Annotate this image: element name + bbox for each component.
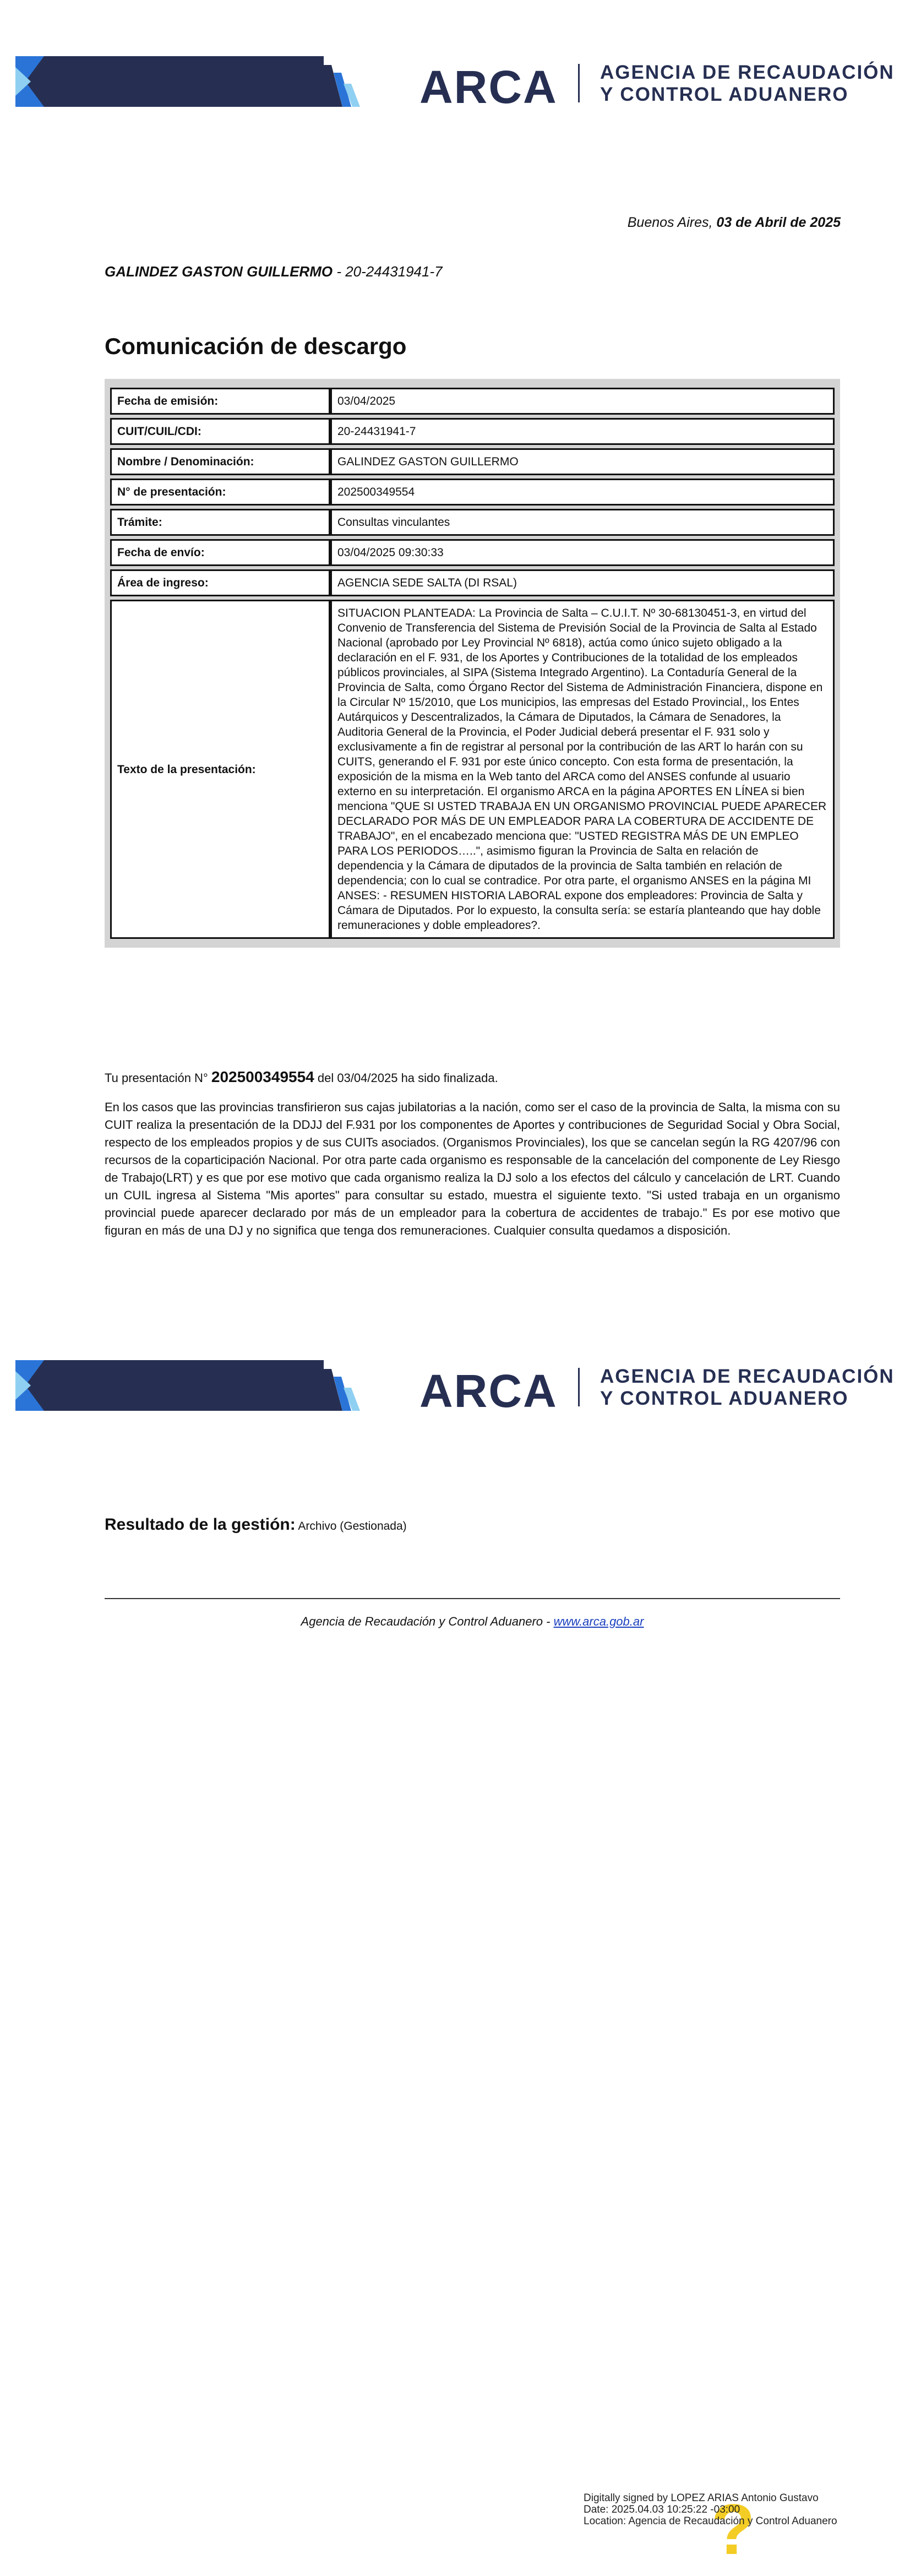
arca-chevron-icon — [15, 1360, 54, 1411]
agency-line-1: AGENCIA DE RECAUDACIÓN — [600, 1366, 895, 1387]
agency-line-1: AGENCIA DE RECAUDACIÓN — [600, 62, 895, 83]
row-label: N° de presentación: — [110, 479, 330, 506]
banner-bar — [15, 1360, 324, 1411]
taxpayer-name: GALINDEZ GASTON GUILLERMO — [105, 263, 333, 280]
table-row — [110, 388, 835, 415]
banner-bar — [15, 56, 324, 107]
row-label: Nombre / Denominación: — [110, 448, 330, 475]
result-value: Archivo (Gestionada) — [298, 1520, 407, 1532]
arca-chevron-icon — [15, 56, 54, 107]
taxpayer-id: - 20-24431941-7 — [336, 263, 443, 280]
logo-separator — [578, 1368, 580, 1406]
footer — [105, 1615, 840, 1629]
table-row — [110, 418, 835, 445]
header-banner — [0, 1360, 910, 1421]
footer-divider — [105, 1598, 840, 1599]
taxpayer-line — [105, 263, 443, 280]
agency-line-2: Y CONTROL ADUANERO — [600, 1388, 849, 1409]
row-label: Trámite: — [110, 509, 330, 536]
letter-date-value: 03 de Abril de 2025 — [716, 215, 841, 230]
letter-date — [628, 215, 841, 231]
table-row — [110, 569, 835, 596]
result-line — [105, 1515, 407, 1534]
arca-stripes-icon — [324, 1360, 373, 1411]
row-label: Texto de la presentación: — [110, 600, 330, 939]
presentation-prefix: Tu presentación N° — [105, 1071, 208, 1085]
table-row — [110, 509, 835, 536]
row-value: 202500349554 — [330, 479, 835, 506]
footer-link[interactable]: www.arca.gob.ar — [553, 1615, 644, 1628]
arca-stripes-icon — [324, 56, 373, 107]
row-value: Consultas vinculantes — [330, 509, 835, 536]
row-value: SITUACION PLANTEADA: La Provincia de Salta – C.U.I.T. Nº 30-68130451-3, en virtud del Convenio de Transferencia del Sistema de Previsión Social de la Provincia de Salta al Estado Nacional (aprobado por Ley Provincial Nº 6818), actúa como único sujeto obligado a la declaración en el F. 931, de los Aportes y Contribuciones de la totalidad de los empleados públicos provinciales, al SIPA (Sistema Integrado Argentino). La Contaduría General de la Provincia de Salta, como Órgano Rector del Sistema de Administración Financiera, dispone en la Circular Nº 15/2010, que Los municipios, las empresas del Estado Provincial,, los Entes Autárquicos y Descentralizados, la Cámara de Diputados, la Cámara de Senadores, la Auditoria General de la Provincia, el Poder Judicial deberá presentar el F. 931 solo y exclusivamente a fin de registrar al personal por la contribución de las ART lo harán con su CUITS, generando el F. 931 por este único concepto. Con esta forma de presentación, la exposición de la misma en la Web tanto del ARCA como del ANSES confunde al usuario externo en su interpretación. El organismo ARCA en la página APORTES EN LÍNEA si bien menciona "QUE SI USTED TRABAJA EN UN ORGANISMO PROVINCIAL PUEDE APARECER DECLARADO POR MÁS DE UN EMPLEADOR PARA LA COBERTURA DE ACCIDENTE DE TRABAJO", en el encabezado menciona que: "USTED REGISTRA MÁS DE UN EMPLEO PARA LOS PERIODOS…..", asimismo figuran la Provincia de Salta en relación de dependencia y la Cámara de diputados de la provincia de Salta también en relación de dependencia; con lo cual se contradice. Por otra parte, el organismo ANSES en la página MI ANSES: - RESUMEN HISTORIA LABORAL expone dos empleadores: Provincia de Salta y Cámara de Diputados. Por lo expuesto, la consulta sería: se estaría planteando que hay doble remuneraciones y doble empleadores?. — [330, 600, 835, 939]
presentation-suffix: del 03/04/2025 ha sido finalizada. — [317, 1071, 498, 1085]
row-value: 03/04/2025 — [330, 388, 835, 415]
table-row — [110, 479, 835, 506]
signature-location: Location: Agencia de Recaudación y Control Aduanero — [584, 2515, 837, 2527]
agency-line-2: Y CONTROL ADUANERO — [600, 84, 849, 105]
brand-logo-text: ARCA — [419, 61, 558, 113]
status-paragraph — [105, 1068, 840, 1086]
row-value: GALINDEZ GASTON GUILLERMO — [330, 448, 835, 475]
logo-separator — [578, 64, 580, 102]
table-row — [110, 448, 835, 475]
table-row — [110, 539, 835, 566]
result-label: Resultado de la gestión: — [105, 1515, 296, 1534]
row-value: 03/04/2025 09:30:33 — [330, 539, 835, 566]
response-paragraph: En los casos que las provincias transfirieron sus cajas jubilatorias a la nación, como ser el caso de la provincia de Salta, la misma con su CUIT realiza la presentación de la DDJJ del F.931 por los componentes de Aportes y contribuciones de Seguridad Social y Obra Social, respecto de los empleados propios y de sus CUITs asociados. (Organismos Provinciales), los que se cancelan según la RG 4207/96 con recursos de la coparticipación Nacional. Por otra parte cada organismo es responsable de la cancelación del componente de Ley Riesgo de Trabajo(LRT) y es que por ese motivo que cada organismo realiza la DJ solo a los efectos del cálculo y cancelación de LRT. Cuando un CUIL ingresa al Sistema "Mis aportes" para consultar su estado, muestra el siguiente texto. "Si usted trabaja en un organismo provincial puede aparecer declarado por más de un empleador para la cobertura de accidentes de trabajo." Es por ese motivo que figuran en más de una DJ y no significa que tenga dos remuneraciones. Cualquier consulta quedamos a disposición. — [105, 1100, 840, 1237]
signature-validity-icon: ? — [711, 2489, 755, 2569]
digital-signature — [584, 2492, 837, 2527]
row-value: AGENCIA SEDE SALTA (DI RSAL) — [330, 569, 835, 596]
page-title: Comunicación de descargo — [105, 333, 407, 359]
signature-signer: Digitally signed by LOPEZ ARIAS Antonio Gustavo — [584, 2492, 819, 2504]
agency-name — [600, 62, 895, 106]
row-label: CUIT/CUIL/CDI: — [110, 418, 330, 445]
row-label: Fecha de envío: — [110, 539, 330, 566]
row-value: 20-24431941-7 — [330, 418, 835, 445]
header-banner — [0, 56, 910, 117]
table-row — [110, 600, 835, 939]
agency-name — [600, 1366, 895, 1410]
footer-text: Agencia de Recaudación y Control Aduanero - — [301, 1615, 551, 1628]
row-label: Área de ingreso: — [110, 569, 330, 596]
presentation-table — [105, 379, 840, 948]
presentation-number: 202500349554 — [211, 1068, 314, 1085]
letter-place: Buenos Aires, — [627, 215, 713, 230]
brand-logo-text: ARCA — [419, 1365, 558, 1417]
row-label: Fecha de emisión: — [110, 388, 330, 415]
signature-date: Date: 2025.04.03 10:25:22 -03:00 — [584, 2504, 740, 2515]
